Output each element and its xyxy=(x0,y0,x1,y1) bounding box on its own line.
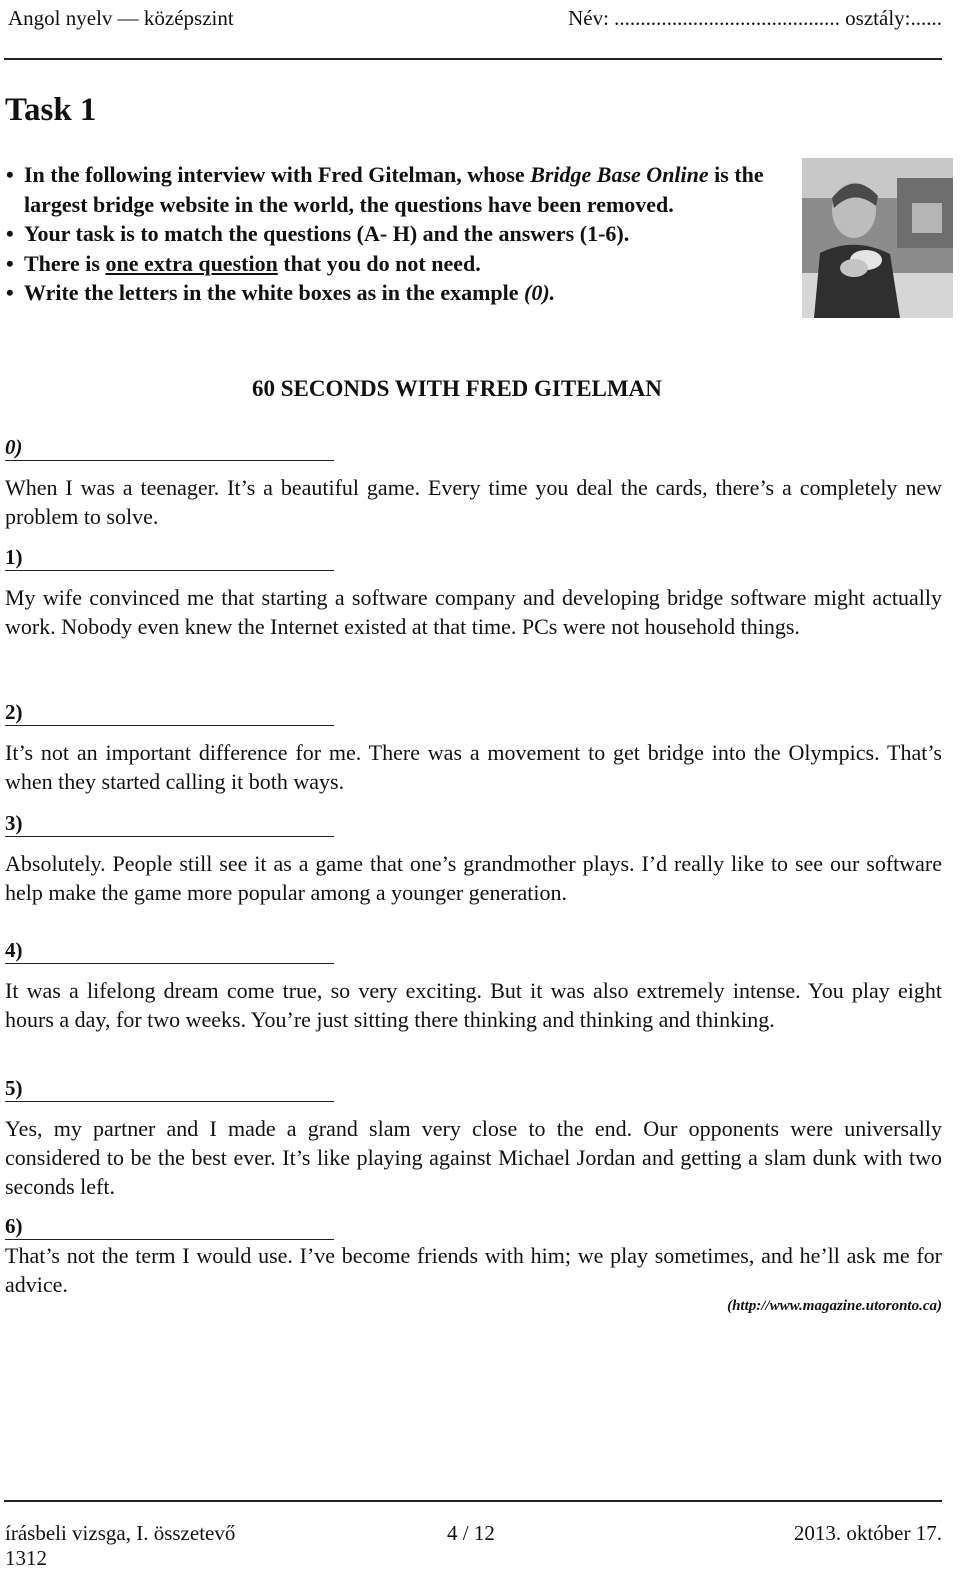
bullet-icon: • xyxy=(6,221,14,246)
instruction-text: Write the letters in the white boxes as in the example xyxy=(24,280,525,305)
bullet-icon: • xyxy=(6,280,14,305)
instruction-item xyxy=(6,160,786,219)
footer-date: 2013. október 17. xyxy=(793,1521,942,1545)
header-name-class-field: Név: ........................................... osztály:...... xyxy=(568,6,942,30)
header-divider xyxy=(4,58,942,60)
answer-text-0: When I was a teenager. It’s a beautiful game. Every time you deal the cards, there’s a completely new problem to solve. xyxy=(5,475,942,529)
answer-text-3: Absolutely. People still see it as a game that one’s grandmother plays. I’d really like to see our software help make the game more popular among a younger generation. xyxy=(5,851,942,905)
instruction-text: In the following interview with Fred Gitelman, whose xyxy=(24,162,531,187)
answer-box-6[interactable]: 6) xyxy=(5,1213,334,1240)
instructions-list xyxy=(6,160,786,308)
instruction-italic: Bridge Base Online xyxy=(530,162,709,187)
instruction-text: Your task is to match the questions (A- H) and the answers (1-6). xyxy=(24,221,630,246)
answer-box-0: 0) xyxy=(5,434,334,461)
answer-box-4[interactable]: 4) xyxy=(5,937,334,964)
portrait-photo-icon xyxy=(802,158,953,318)
answer-text-6: That’s not the term I would use. I’ve become friends with him; we play sometimes, and he’ll ask me for advice. xyxy=(5,1243,942,1297)
article-title: 60 SECONDS WITH FRED GITELMAN xyxy=(252,376,662,401)
answer-text-1: My wife convinced me that starting a software company and developing bridge software might actually work. Nobody even knew the Internet existed at that time. PCs were not household things. xyxy=(5,585,942,639)
source-citation: (http://www.magazine.utoronto.ca) xyxy=(727,1298,942,1314)
instruction-item xyxy=(6,278,786,308)
header-subject: Angol nyelv — középszint xyxy=(8,6,234,30)
footer-divider xyxy=(4,1500,942,1502)
bullet-icon: • xyxy=(6,250,14,276)
instruction-text: that you do not need. xyxy=(277,250,481,276)
page-number: 4 / 12 xyxy=(447,1521,495,1545)
instruction-item xyxy=(6,219,786,249)
answer-text-4: It was a lifelong dream come true, so very exciting. But it was also extremely intense. You play eight hours a day, for two weeks. You’re just sitting there thinking and thinking and thinking. xyxy=(5,978,942,1032)
answer-text-5: Yes, my partner and I made a grand slam very close to the end. Our opponents were universally considered to be the best ever. It’s like playing against Michael Jordan and getting a slam dunk with two seconds left. xyxy=(5,1116,942,1199)
instruction-text: is the largest bridge website in the world, the questions have been removed. xyxy=(24,162,764,217)
instruction-underlined: one extra question xyxy=(105,250,278,276)
footer-exam-label: írásbeli vizsga, I. összetevő xyxy=(5,1521,236,1545)
answer-box-1[interactable]: 1) xyxy=(5,544,334,571)
bullet-icon: • xyxy=(6,162,14,187)
instruction-item xyxy=(6,249,786,279)
answer-text-2: It’s not an important difference for me. There was a movement to get bridge into the Olympics. That’s when they started calling it both ways. xyxy=(5,740,942,794)
task-title: Task 1 xyxy=(5,92,97,128)
answer-box-5[interactable]: 5) xyxy=(5,1075,334,1102)
answer-box-2[interactable]: 2) xyxy=(5,699,334,726)
instruction-text: There is xyxy=(24,250,106,276)
instruction-italic: (0). xyxy=(524,280,556,305)
answer-box-3[interactable]: 3) xyxy=(5,810,334,837)
footer-code: 1312 xyxy=(5,1546,47,1570)
